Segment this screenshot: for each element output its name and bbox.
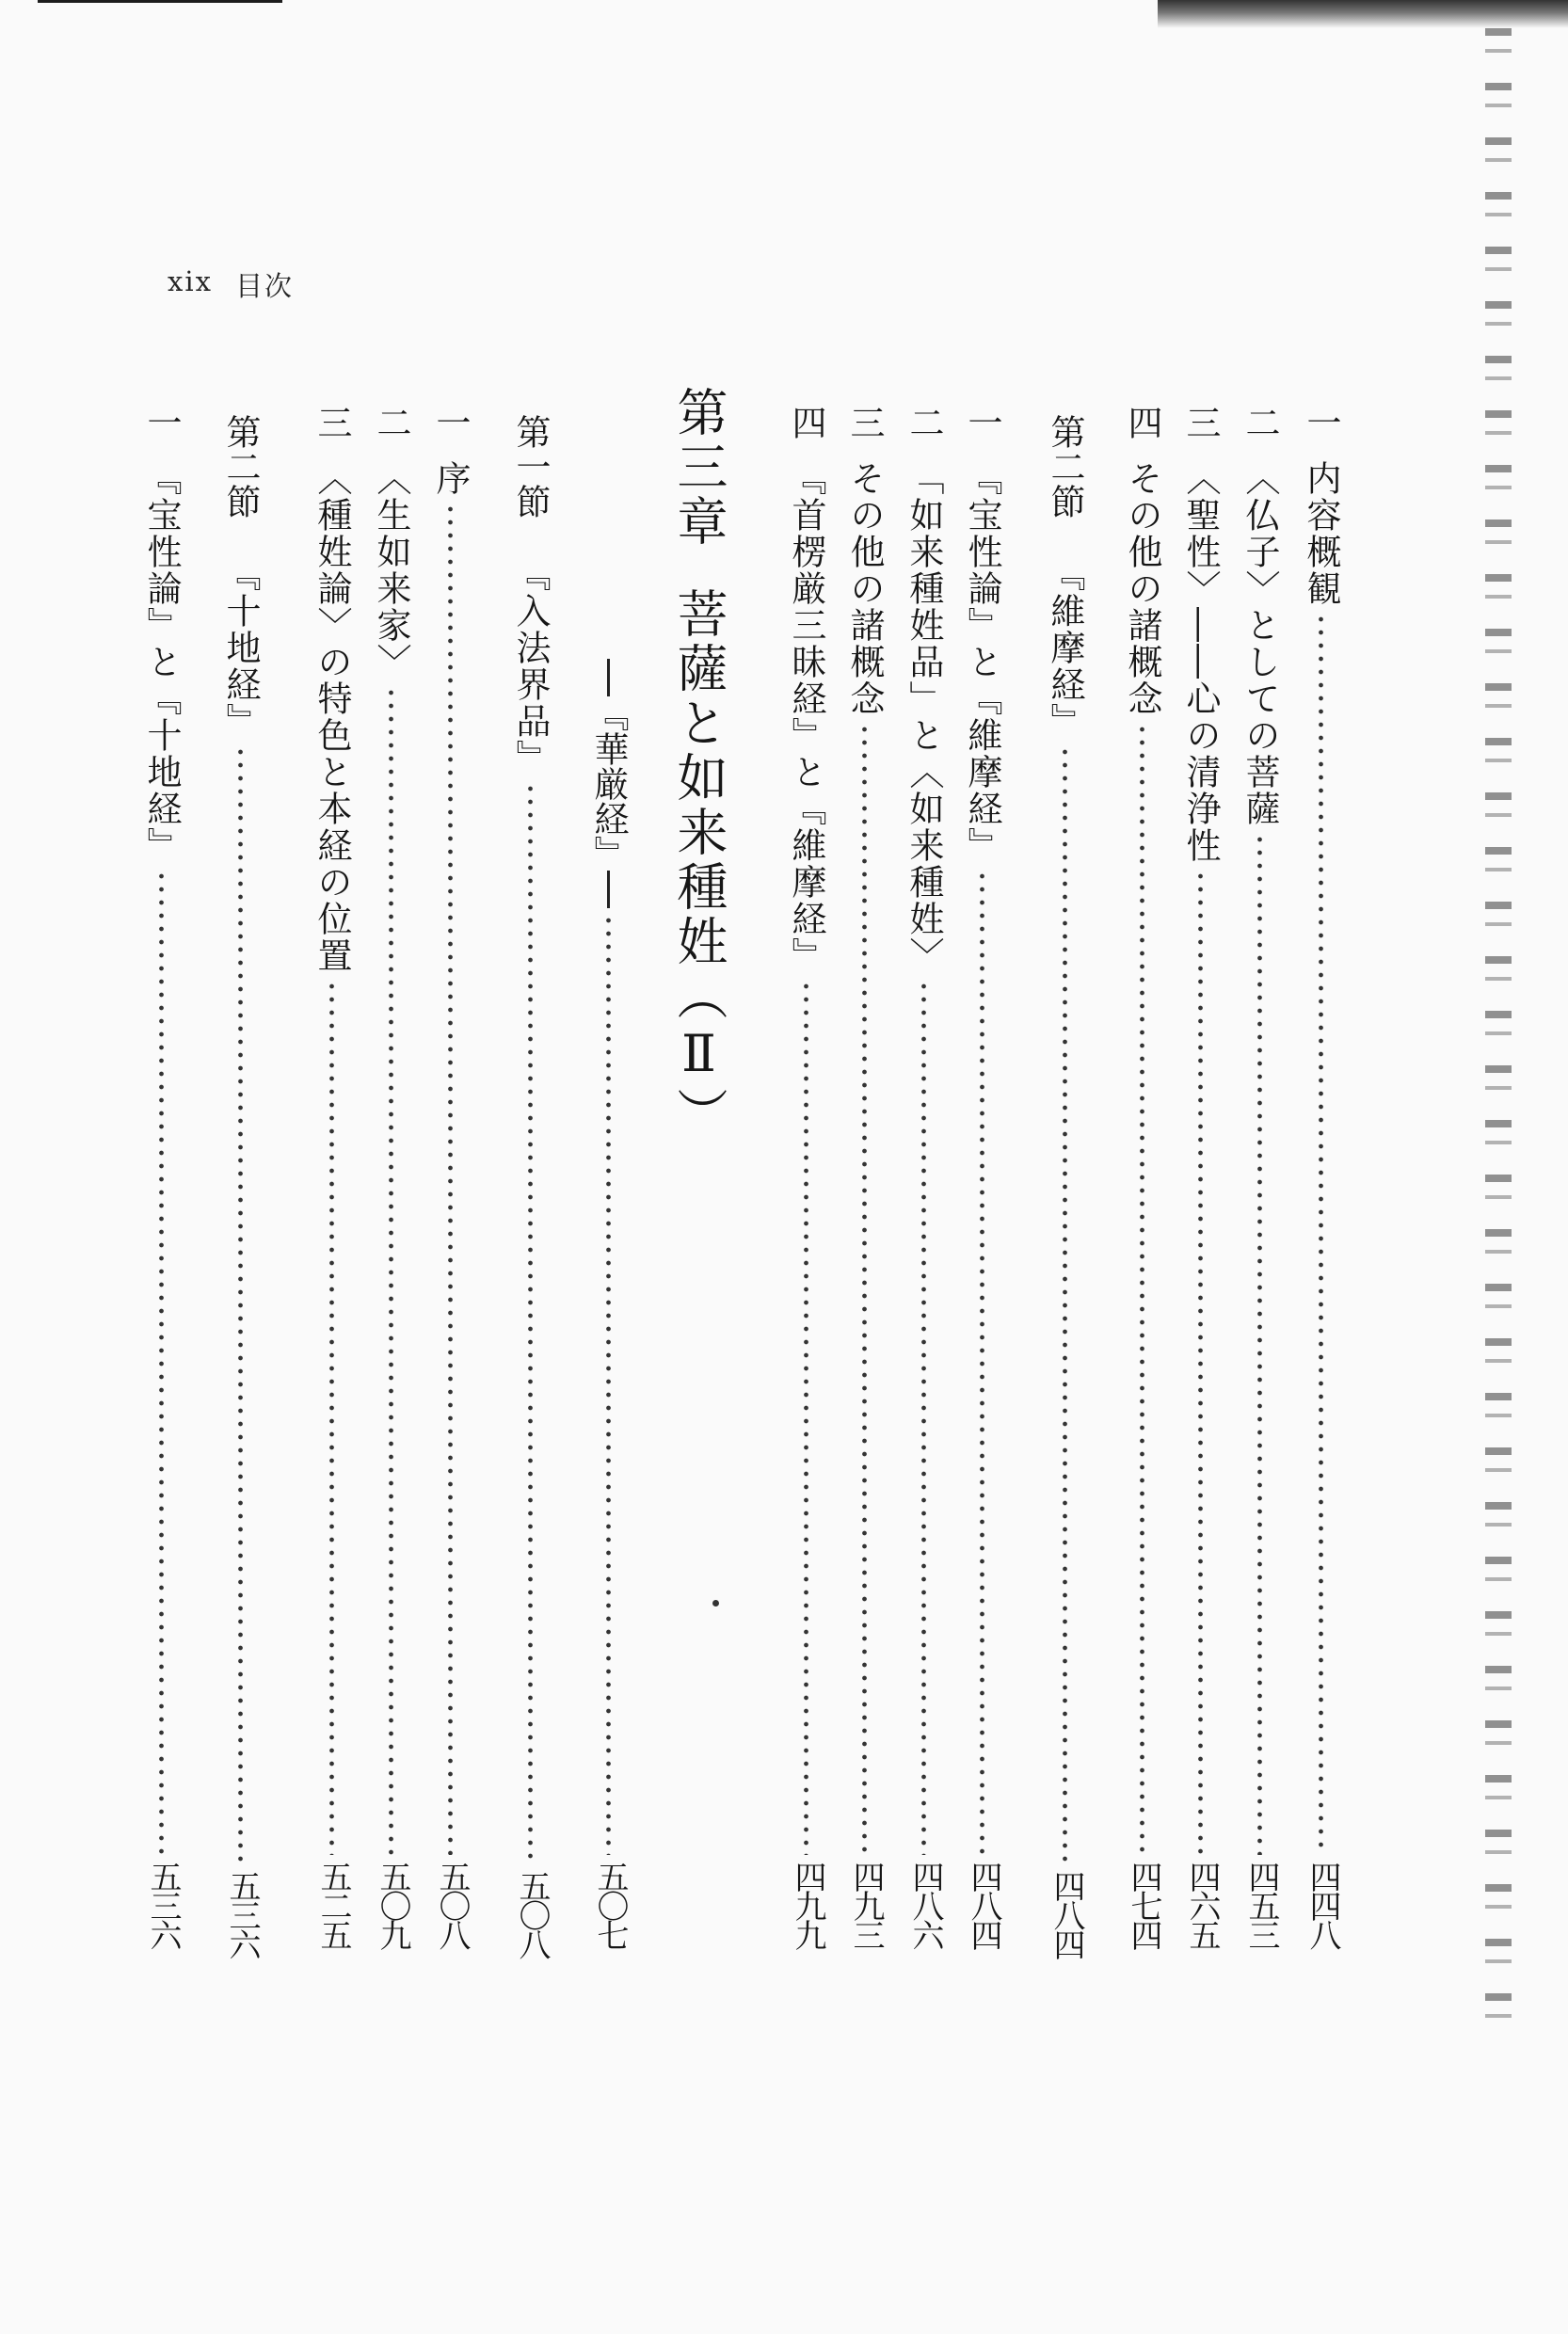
entry-number: 二 [371,405,411,440]
entry-page: 四六五 [1183,1861,1221,1948]
section-number: 第二節 [1045,414,1085,519]
stray-mark [712,1600,719,1607]
section-number: 第二節 [220,414,261,519]
toc-entry [1122,405,1162,1948]
toc-entry [1240,405,1280,1948]
entry-page: 五三六 [144,1861,182,1948]
entry-number: 四 [1122,405,1162,440]
dot-leader [433,503,468,1855]
entry-number: 三 [844,405,885,440]
entry-title: 内容概観 [1301,460,1341,607]
entry-number: 一 [1301,405,1341,440]
entry-page: 四八四 [965,1861,1002,1948]
dot-leader [314,980,349,1855]
dot-leader [513,782,548,1864]
dot-leader [906,980,941,1855]
entry-title: 『宝性論』と『十地経』 [141,460,182,864]
entry-number: 三 [312,405,352,440]
chapter-label: 第三章 [669,386,728,550]
toc-entry [786,405,826,1948]
dot-leader [1125,723,1160,1855]
folio-number: xix [168,265,213,297]
scan-edge-top-left [38,0,282,3]
scan-edge-right [1485,28,1512,2023]
toc-section [1045,414,1085,1958]
section-page: 四八四 [1048,1870,1085,1958]
dot-leader [144,870,179,1855]
dot-leader [374,686,408,1855]
entry-title: 〈種姓論〉の特色と本経の位置 [312,460,352,974]
entry-title: 『宝性論』と『維摩経』 [962,460,1002,864]
chapter-subtitle-text: 『華厳経』 [588,696,629,871]
entry-title: 「如来種姓品」と〈如来種姓〉 [904,460,944,974]
section-title: 『維摩経』 [1045,556,1085,740]
dot-leader [1242,833,1277,1855]
entry-number: 一 [430,405,471,440]
dash-mark [607,659,610,696]
section-page: 五〇八 [513,1870,551,1958]
running-head-label: 目次 [235,270,295,302]
toc-entry [904,405,944,1948]
entry-title: その他の諸概念 [1122,460,1162,717]
entry-page: 四九三 [847,1861,885,1948]
chapter-heading [669,386,728,1142]
entry-page: 四八六 [906,1861,944,1948]
dot-leader [789,980,824,1855]
entry-number: 二 [1240,405,1280,440]
toc-section [510,414,551,1958]
entry-page: 四九九 [789,1861,826,1948]
dash-mark [607,871,610,908]
toc-entry [141,405,182,1948]
running-head [168,265,294,304]
dot-leader [965,870,1000,1855]
entry-page: 四七四 [1125,1861,1162,1948]
chapter-title: 菩薩と如来種姓（Ⅱ） [669,587,728,1142]
section-page: 五三六 [223,1870,261,1958]
dot-leader [591,914,626,1855]
dot-leader [847,723,882,1855]
entry-number: 一 [962,405,1002,440]
toc-entry [430,405,471,1948]
dot-leader [1304,613,1338,1855]
dot-leader [1048,745,1082,1864]
entry-title: 〈生如来家〉 [371,460,411,680]
chapter-page: 五〇七 [591,1861,629,1948]
chapter-subtitle [588,659,629,1948]
entry-page: 四五三 [1242,1861,1280,1948]
section-number: 第一節 [510,414,551,519]
toc-entry [371,405,411,1948]
dot-leader [223,745,258,1864]
section-title: 『十地経』 [220,556,261,740]
entry-page: 五〇九 [374,1861,411,1948]
entry-title: 〈仏子〉としての菩薩 [1240,460,1280,827]
toc-entry [312,405,352,1948]
dot-leader [1183,870,1218,1855]
entry-page: 五二五 [314,1861,352,1948]
entry-number: 四 [786,405,826,440]
toc-entry [1180,405,1221,1948]
entry-title: その他の諸概念 [844,460,885,717]
entry-title: 〈聖性〉――心の清浄性 [1180,460,1221,864]
section-title: 『入法界品』 [510,556,551,776]
entry-page: 五〇八 [433,1861,471,1948]
entry-page: 四四八 [1304,1861,1341,1948]
entry-title: 『首楞厳三昧経』と『維摩経』 [786,460,826,974]
entry-number: 一 [141,405,182,440]
scan-edge-top-right [1158,0,1568,28]
toc-entry [962,405,1002,1948]
toc-entry [844,405,885,1948]
entry-number: 二 [904,405,944,440]
entry-title: 序 [430,460,471,497]
entry-number: 三 [1180,405,1221,440]
toc-section [220,414,261,1958]
toc-entry [1301,405,1341,1948]
